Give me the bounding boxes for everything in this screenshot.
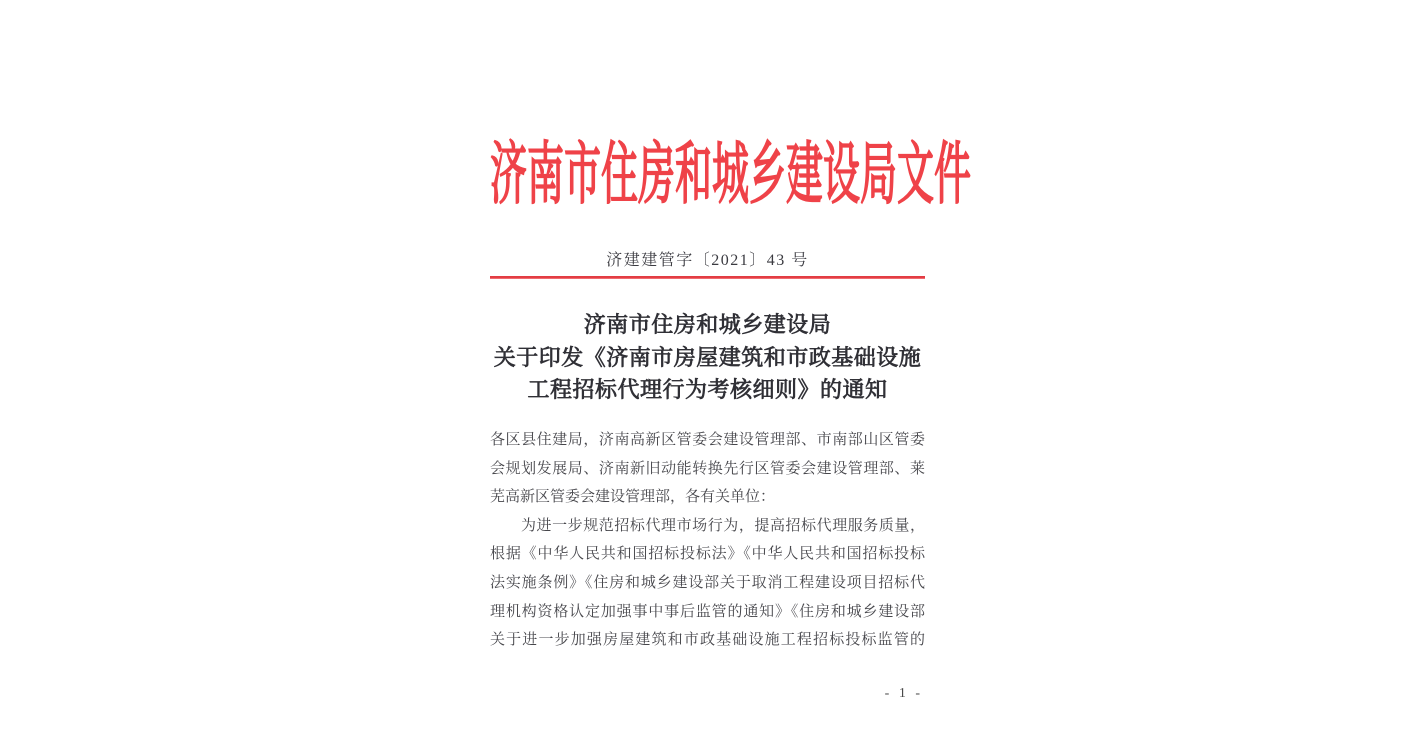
body-line: 理机构资格认定加强事中事后监管的通知》《住房和城乡建设部 (490, 603, 925, 620)
notice-title (490, 309, 925, 407)
body-line: 关于进一步加强房屋建筑和市政基础设施工程招标投标监管的 (490, 632, 925, 649)
notice-title-line-2: 关于印发《济南市房屋建筑和市政基础设施 (493, 344, 922, 370)
page-number: - 1 - (884, 686, 923, 701)
body-text (490, 426, 925, 655)
document-number: 济建建管字〔2021〕43 号 (606, 252, 809, 269)
notice-title-line-3: 工程招标代理行为考核细则》的通知 (527, 377, 888, 402)
body-line: 法实施条例》《住房和城乡建设部关于取消工程建设项目招标代 (490, 574, 925, 591)
body-line: 芜高新区管委会建设管理部，各有关单位： (490, 489, 776, 506)
notice-title-line-1: 济南市住房和城乡建设局 (583, 312, 832, 337)
body-line: 根据《中华人民共和国招标投标法》《中华人民共和国招标投标 (490, 546, 925, 563)
body-line: 为进一步规范招标代理市场行为，提高招标代理服务质量， (521, 517, 925, 534)
red-divider-line (490, 276, 925, 279)
body-line: 各区县住建局，济南高新区管委会建设管理部、市南部山区管委 (490, 432, 925, 448)
document-content-column (490, 0, 971, 729)
letterhead-title: 济南市住房和城乡建设局文件 (490, 138, 971, 215)
body-line: 会规划发展局、济南新旧动能转换先行区管委会建设管理部、莱 (490, 460, 925, 477)
